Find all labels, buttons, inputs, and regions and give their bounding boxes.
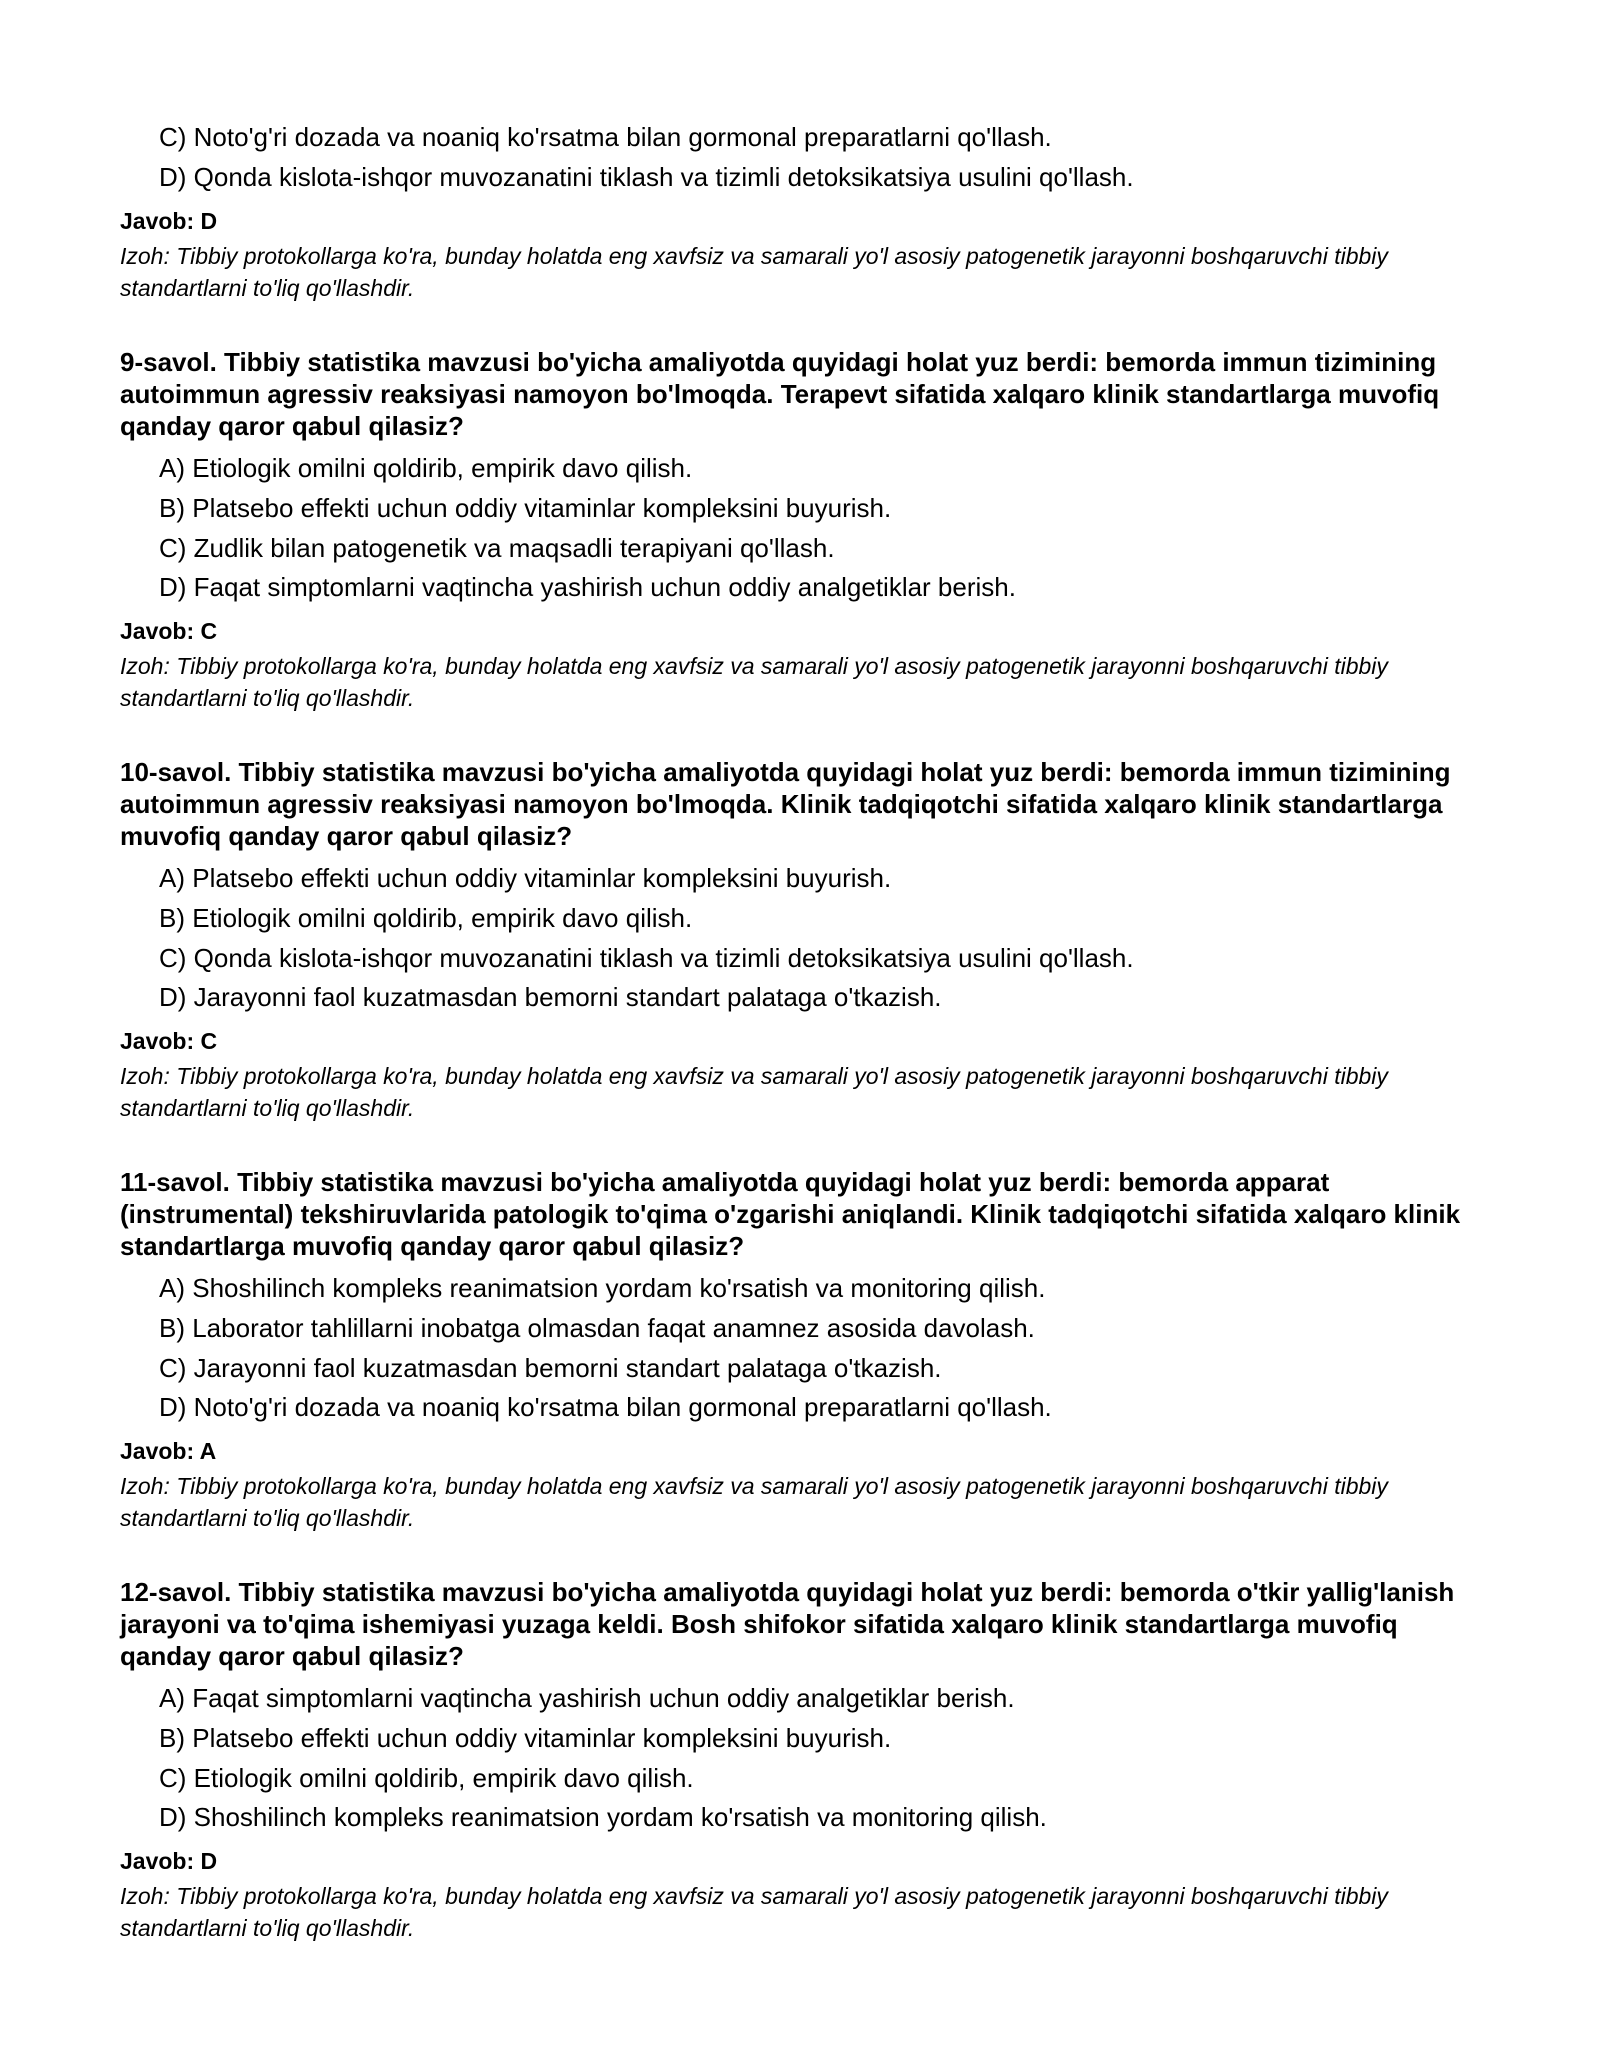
question-11-note: Izoh: Tibbiy protokollarga ko'ra, bunday holatda eng xavfsiz va samarali yo'l asosiy patogenetik jarayonni boshqaruvchi tibbiy standartlarni to'liq qo'llashdir. <box>120 1473 1388 1531</box>
question-11-option-d: D) Noto'g'ri dozada va noaniq ko'rsatma bilan gormonal preparatlarni qo'llash. <box>159 1392 1052 1422</box>
question-12-option-a: A) Faqat simptomlarni vaqtincha yashirish uchun oddiy analgetiklar berish. <box>159 1683 1015 1713</box>
question-10-option-a: A) Platsebo effekti uchun oddiy vitaminlar kompleksini buyurish. <box>159 863 892 893</box>
question-10-text: 10-savol. Tibbiy statistika mavzusi bo'yicha amaliyotda quyidagi holat yuz berdi: bemorda immun tizimining autoimmun agressiv reaksiyasi namoyon bo'lmoqda. Klinik tadqiqotchi sifatida xalqaro klinik standartlarga muvofiq qanday qaror qabul qilasiz? <box>120 757 1451 851</box>
question-9-text: 9-savol. Tibbiy statistika mavzusi bo'yicha amaliyotda quyidagi holat yuz berdi: bemorda immun tizimining autoimmun agressiv reaksiyasi namoyon bo'lmoqda. Terapevt sifatida xalqaro klinik standartlarga muvofiq qanday qaror qabul qilasiz? <box>120 347 1440 441</box>
option-d: D) Qonda kislota-ishqor muvozanatini tiklash va tizimli detoksikatsiya usulini qo'llash. <box>159 162 1134 192</box>
explanation-note: Izoh: Tibbiy protokollarga ko'ra, bunday holatda eng xavfsiz va samarali yo'l asosiy patogenetik jarayonni boshqaruvchi tibbiy standartlarni to'liq qo'llashdir. <box>120 243 1388 301</box>
question-11-option-c: C) Jarayonni faol kuzatmasdan bemorni standart palataga o'tkazish. <box>159 1353 942 1383</box>
question-12-text: 12-savol. Tibbiy statistika mavzusi bo'yicha amaliyotda quyidagi holat yuz berdi: bemorda o'tkir yallig'lanish jarayoni va to'qima ishemiyasi yuzaga keldi. Bosh shifokor sifatida xalqaro klinik standartlarga muvofiq qanday qaror qabul qilasiz? <box>120 1577 1455 1671</box>
question-12-option-b: B) Platsebo effekti uchun oddiy vitaminlar kompleksini buyurish. <box>159 1723 892 1753</box>
question-9-note: Izoh: Tibbiy protokollarga ko'ra, bunday holatda eng xavfsiz va samarali yo'l asosiy patogenetik jarayonni boshqaruvchi tibbiy standartlarni to'liq qo'llashdir. <box>120 653 1388 711</box>
question-12-note: Izoh: Tibbiy protokollarga ko'ra, bunday holatda eng xavfsiz va samarali yo'l asosiy patogenetik jarayonni boshqaruvchi tibbiy standartlarni to'liq qo'llashdir. <box>120 1883 1388 1941</box>
question-10-note: Izoh: Tibbiy protokollarga ko'ra, bunday holatda eng xavfsiz va samarali yo'l asosiy patogenetik jarayonni boshqaruvchi tibbiy standartlarni to'liq qo'llashdir. <box>120 1063 1388 1121</box>
question-9-option-b: B) Platsebo effekti uchun oddiy vitaminlar kompleksini buyurish. <box>159 493 892 523</box>
question-12-option-c: C) Etiologik omilni qoldirib, empirik davo qilish. <box>159 1763 694 1793</box>
question-12-answer: Javob: D <box>120 1848 218 1874</box>
question-9-option-c: C) Zudlik bilan patogenetik va maqsadli terapiyani qo'llash. <box>159 533 835 563</box>
question-11-option-a: A) Shoshilinch kompleks reanimatsion yordam ko'rsatish va monitoring qilish. <box>159 1273 1046 1303</box>
answer-label: Javob: D <box>120 208 218 234</box>
question-10-answer: Javob: C <box>120 1028 218 1054</box>
question-9-answer: Javob: C <box>120 618 218 644</box>
question-11-option-b: B) Laborator tahlillarni inobatga olmasdan faqat anamnez asosida davolash. <box>159 1313 1035 1343</box>
question-9-option-d: D) Faqat simptomlarni vaqtincha yashirish uchun oddiy analgetiklar berish. <box>159 572 1016 602</box>
question-10-option-c: C) Qonda kislota-ishqor muvozanatini tiklash va tizimli detoksikatsiya usulini qo'llash. <box>159 943 1134 973</box>
question-11-text: 11-savol. Tibbiy statistika mavzusi bo'yicha amaliyotda quyidagi holat yuz berdi: bemorda apparat (instrumental) tekshiruvlarida patologik to'qima o'zgarishi aniqlandi. Klinik tadqiqotchi sifatida xalqaro klinik standartlarga muvofiq qanday qaror qabul qilasiz? <box>120 1167 1461 1261</box>
question-10-option-d: D) Jarayonni faol kuzatmasdan bemorni standart palataga o'tkazish. <box>159 982 942 1012</box>
option-c: C) Noto'g'ri dozada va noaniq ko'rsatma bilan gormonal preparatlarni qo'llash. <box>159 122 1052 152</box>
question-10-option-b: B) Etiologik omilni qoldirib, empirik davo qilish. <box>159 903 693 933</box>
question-12-option-d: D) Shoshilinch kompleks reanimatsion yordam ko'rsatish va monitoring qilish. <box>159 1802 1047 1832</box>
question-9-option-a: A) Etiologik omilni qoldirib, empirik davo qilish. <box>159 453 693 483</box>
question-11-answer: Javob: A <box>120 1438 217 1464</box>
